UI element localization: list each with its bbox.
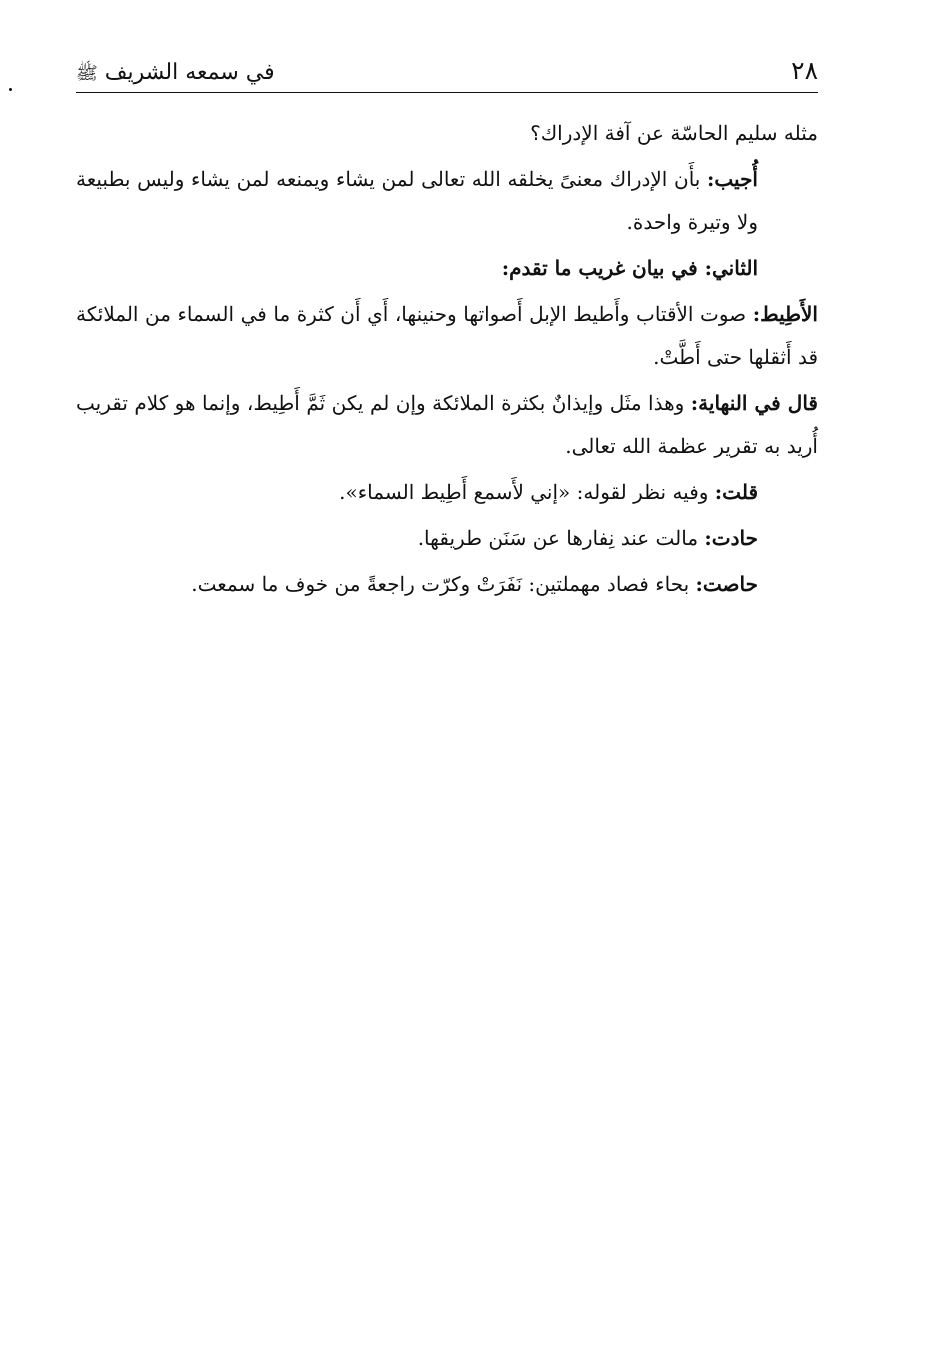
- margin-dot: [9, 88, 12, 91]
- paragraph-text: وفيه نظر لقوله: «إني لأَسمع أَطِيط السماء».: [339, 480, 715, 504]
- main-text: [76, 112, 818, 609]
- paragraph-hasat: [76, 563, 818, 606]
- paragraph-text: بأَن الإدراك معنىً يخلقه الله تعالى لمن يشاء ويمنعه لمن يشاء وليس بطبيعة ولا وتيرة واحدة.: [76, 167, 758, 234]
- paragraph-hadat: [76, 517, 818, 560]
- term-label: حاصت:: [695, 572, 758, 596]
- running-title-text: في سمعه الشريف: [104, 60, 275, 85]
- honorific-seal-icon: ﷺ: [76, 63, 98, 84]
- section-heading: الثاني: في بيان غريب ما تقدم:: [501, 256, 758, 280]
- paragraph-answer: [76, 158, 818, 244]
- paragraph-text: مالت عند نِفارها عن سَنَن طريقها.: [417, 526, 705, 550]
- paragraph-text: وهذا مثَل وإيذانٌ بكثرة الملائكة وإن لم يكن ثَمَّ أَطِيط، وإنما هو كلام تقريب أُريد به تقرير عظمة الله تعالى.: [76, 391, 818, 458]
- page-header: [76, 50, 818, 93]
- term-label: قلت:: [714, 480, 758, 504]
- term-label: الأَطِيط:: [752, 302, 818, 326]
- paragraph-text: بحاء فصاد مهملتين: نَفَرَتْ وكرّت راجعةً من خوف ما سمعت.: [191, 572, 696, 596]
- page-number: ٢٨: [791, 56, 818, 85]
- term-label: أُجيب:: [707, 167, 758, 191]
- term-label: قال في النهاية:: [690, 391, 818, 415]
- running-title: [76, 58, 275, 89]
- paragraph-text: صوت الأقتاب وأَطيط الإبل أَصواتها وحنينها، أَي أَن كثرة ما في السماء من الملائكة قد أَثقلها حتى أَطَّتْ.: [76, 302, 818, 369]
- paragraph-qultu: [76, 471, 818, 514]
- paragraph-nihaya: [76, 382, 818, 468]
- paragraph-question: مثله سليم الحاسّة عن آفة الإدراك؟: [530, 121, 818, 145]
- paragraph-atit: [76, 293, 818, 379]
- term-label: حادت:: [704, 526, 758, 550]
